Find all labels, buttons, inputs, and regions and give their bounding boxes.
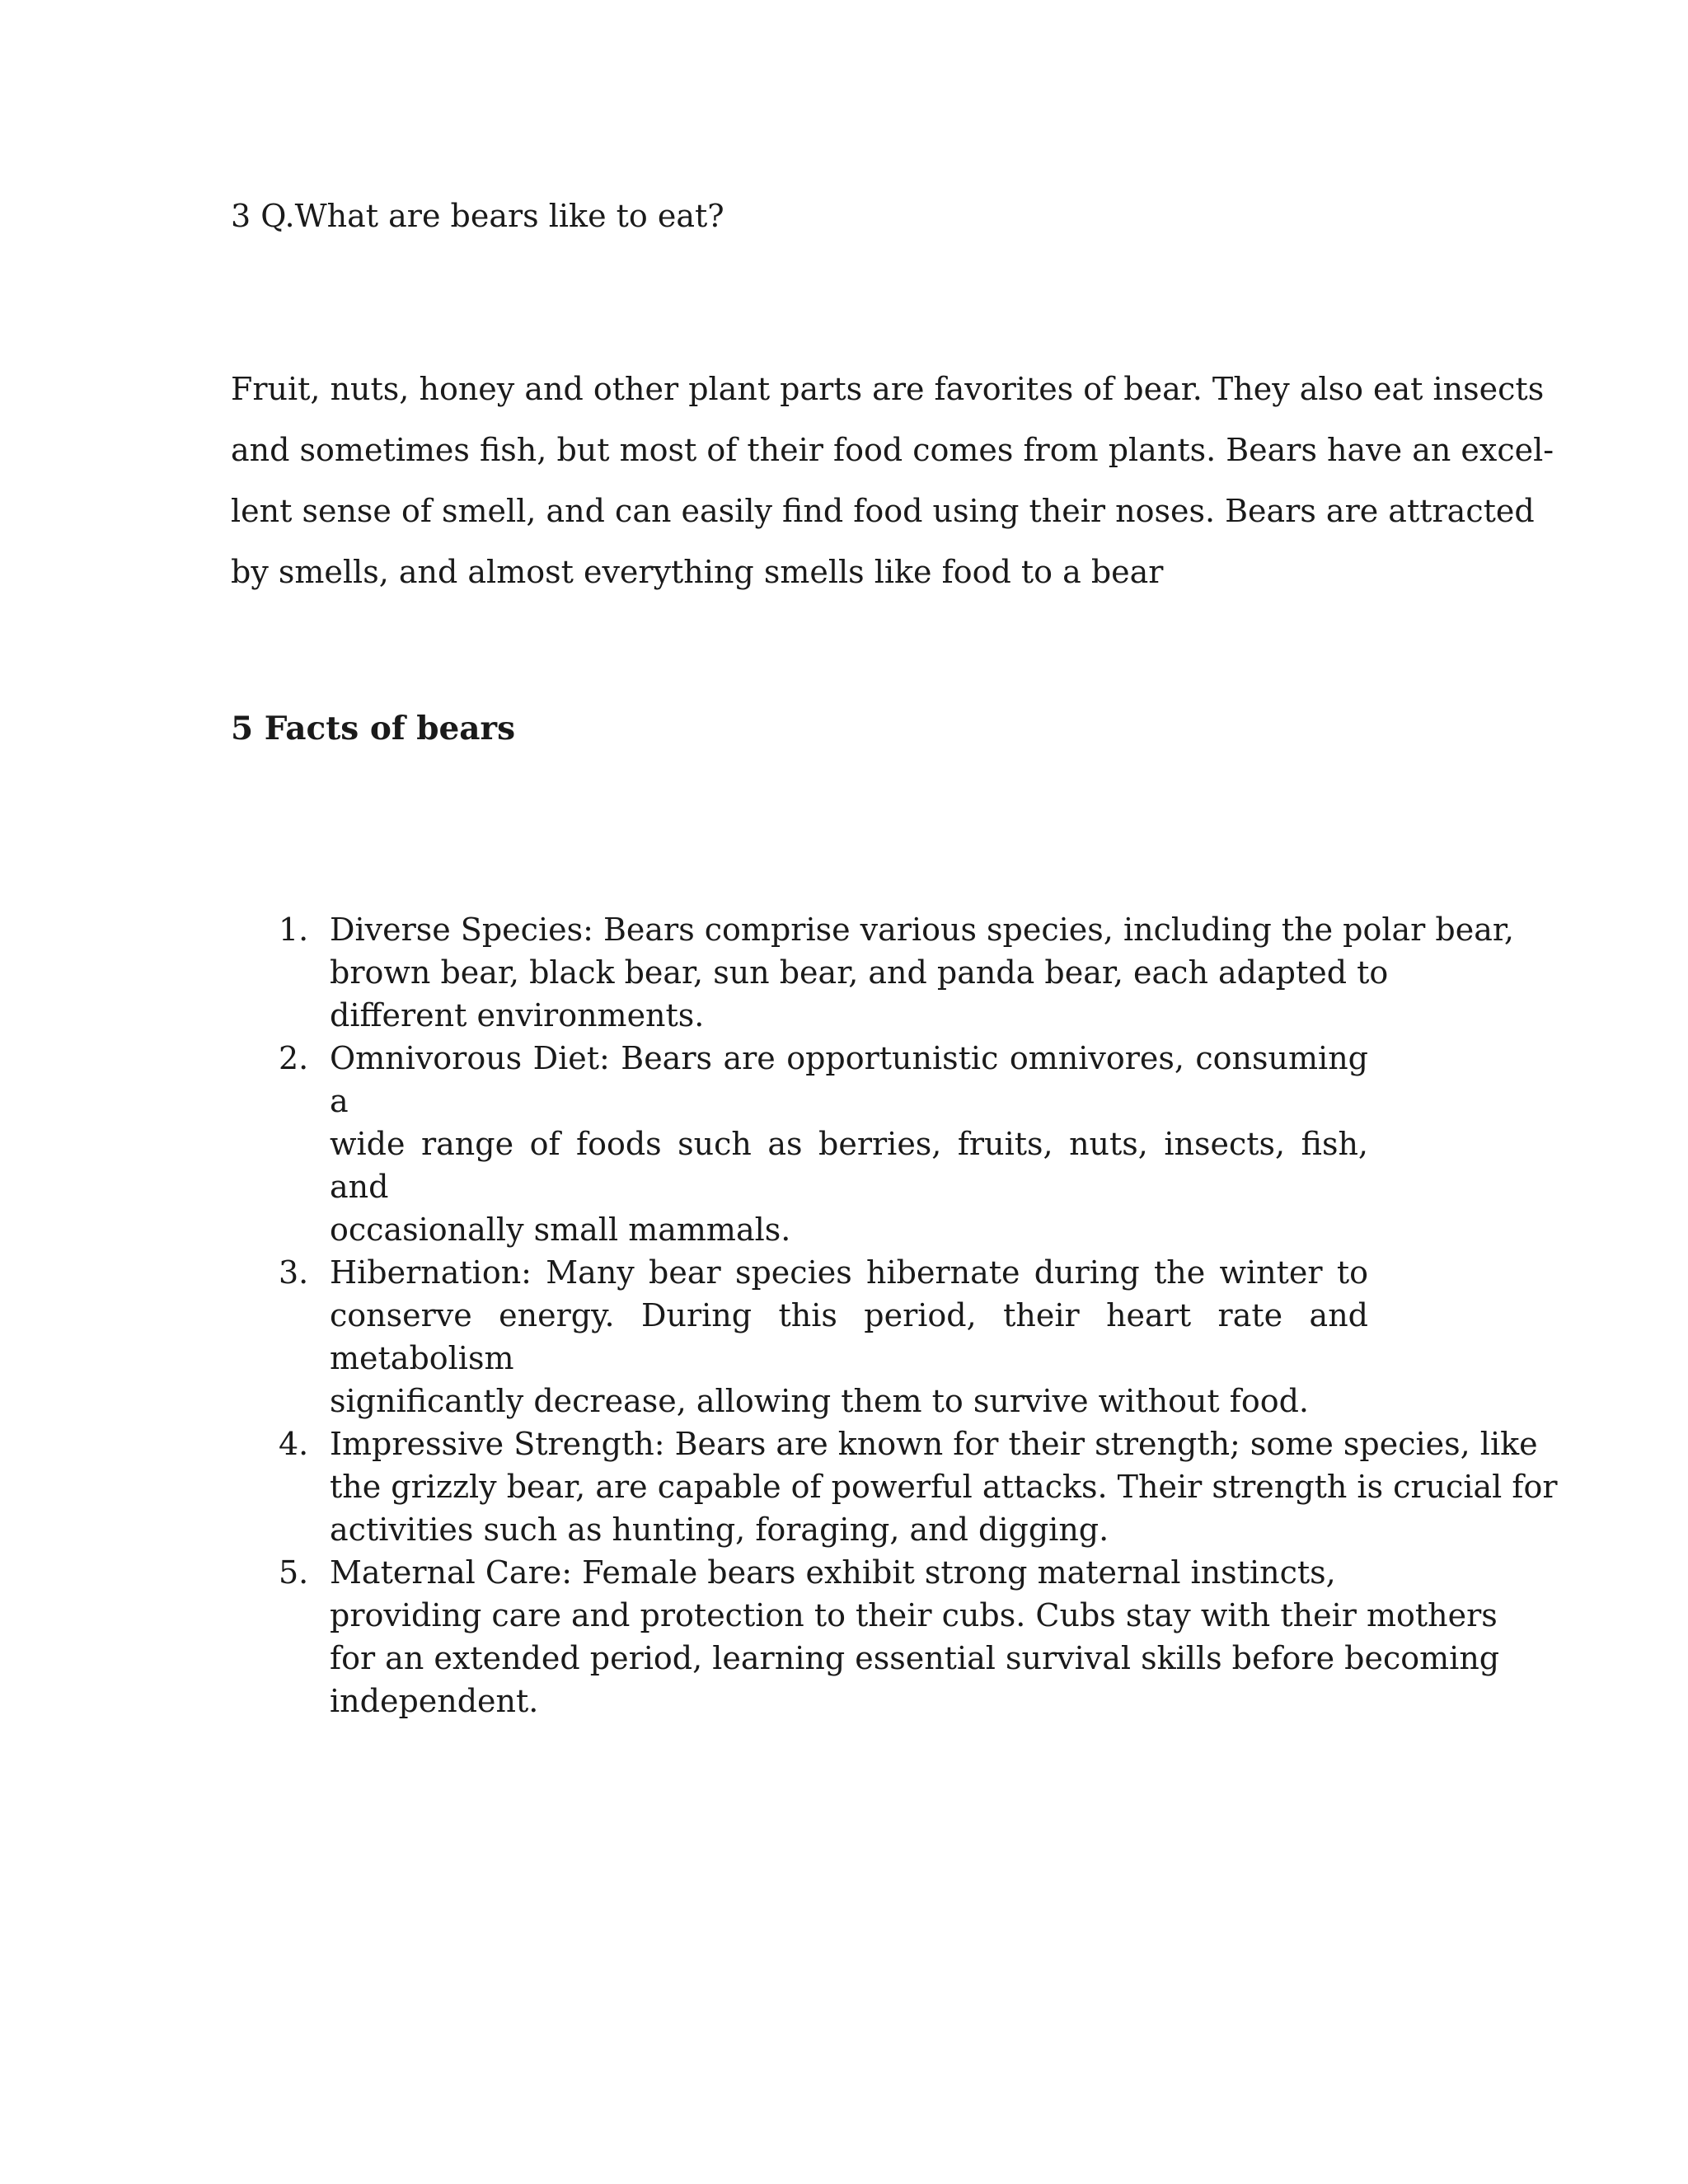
list-item-number: 4. <box>279 1426 309 1462</box>
list-item-line: significantly decrease, allowing them to survive without food. <box>330 1383 1310 1419</box>
list-item-line: Maternal Care: Female bears exhibit strong maternal instincts, <box>330 1554 1336 1591</box>
answer-line: and sometimes fish, but most of their food comes from plants. Bears have an excel- <box>231 432 1554 468</box>
list-item-line: independent. <box>330 1683 539 1719</box>
list-item <box>247 1551 1500 1722</box>
list-item-line: Impressive Strength: Bears are known for their strength; some species, like <box>330 1426 1538 1462</box>
list-item-number: 3. <box>279 1254 309 1291</box>
list-item-line: Omnivorous Diet: Bears are opportunistic omnivores, consuming a <box>330 1040 1368 1119</box>
list-item <box>247 1037 1434 1251</box>
list-item-number: 1. <box>279 912 309 948</box>
list-item <box>247 1422 1558 1551</box>
list-item <box>247 1251 1434 1422</box>
list-item-line: wide range of foods such as berries, fruits, nuts, insects, fish, and <box>330 1126 1368 1205</box>
answer-line: by smells, and almost everything smells like food to a bear <box>231 554 1164 590</box>
list-item-line: providing care and protection to their cubs. Cubs stay with their mothers <box>330 1597 1498 1633</box>
list-item-number: 2. <box>279 1040 309 1076</box>
answer-paragraph <box>231 359 1554 602</box>
answer-line: lent sense of smell, and can easily find food using their noses. Bears are attracted <box>231 493 1535 529</box>
list-item <box>247 908 1514 1037</box>
list-item-line: Hibernation: Many bear species hibernate during the winter to <box>330 1254 1368 1291</box>
list-item-line: conserve energy. During this period, their heart rate and metabolism <box>330 1297 1368 1376</box>
list-item-line: Diverse Species: Bears comprise various species, including the polar bear, <box>330 912 1514 948</box>
list-item-line: for an extended period, learning essential survival skills before becoming <box>330 1640 1500 1676</box>
facts-list <box>247 908 1558 1722</box>
list-item-line: different environments. <box>330 997 705 1033</box>
answer-line: Fruit, nuts, honey and other plant parts are favorites of bear. They also eat insects <box>231 371 1545 407</box>
list-item-number: 5. <box>279 1554 309 1591</box>
facts-heading: 5 Facts of bears <box>231 710 516 748</box>
list-item-line: brown bear, black bear, sun bear, and panda bear, each adapted to <box>330 954 1389 991</box>
list-item-line: occasionally small mammals. <box>330 1212 791 1248</box>
question-text: 3 Q.What are bears like to eat? <box>231 198 724 234</box>
list-item-line: activities such as hunting, foraging, and digging. <box>330 1511 1109 1548</box>
list-item-line: the grizzly bear, are capable of powerful attacks. Their strength is crucial for <box>330 1469 1558 1505</box>
